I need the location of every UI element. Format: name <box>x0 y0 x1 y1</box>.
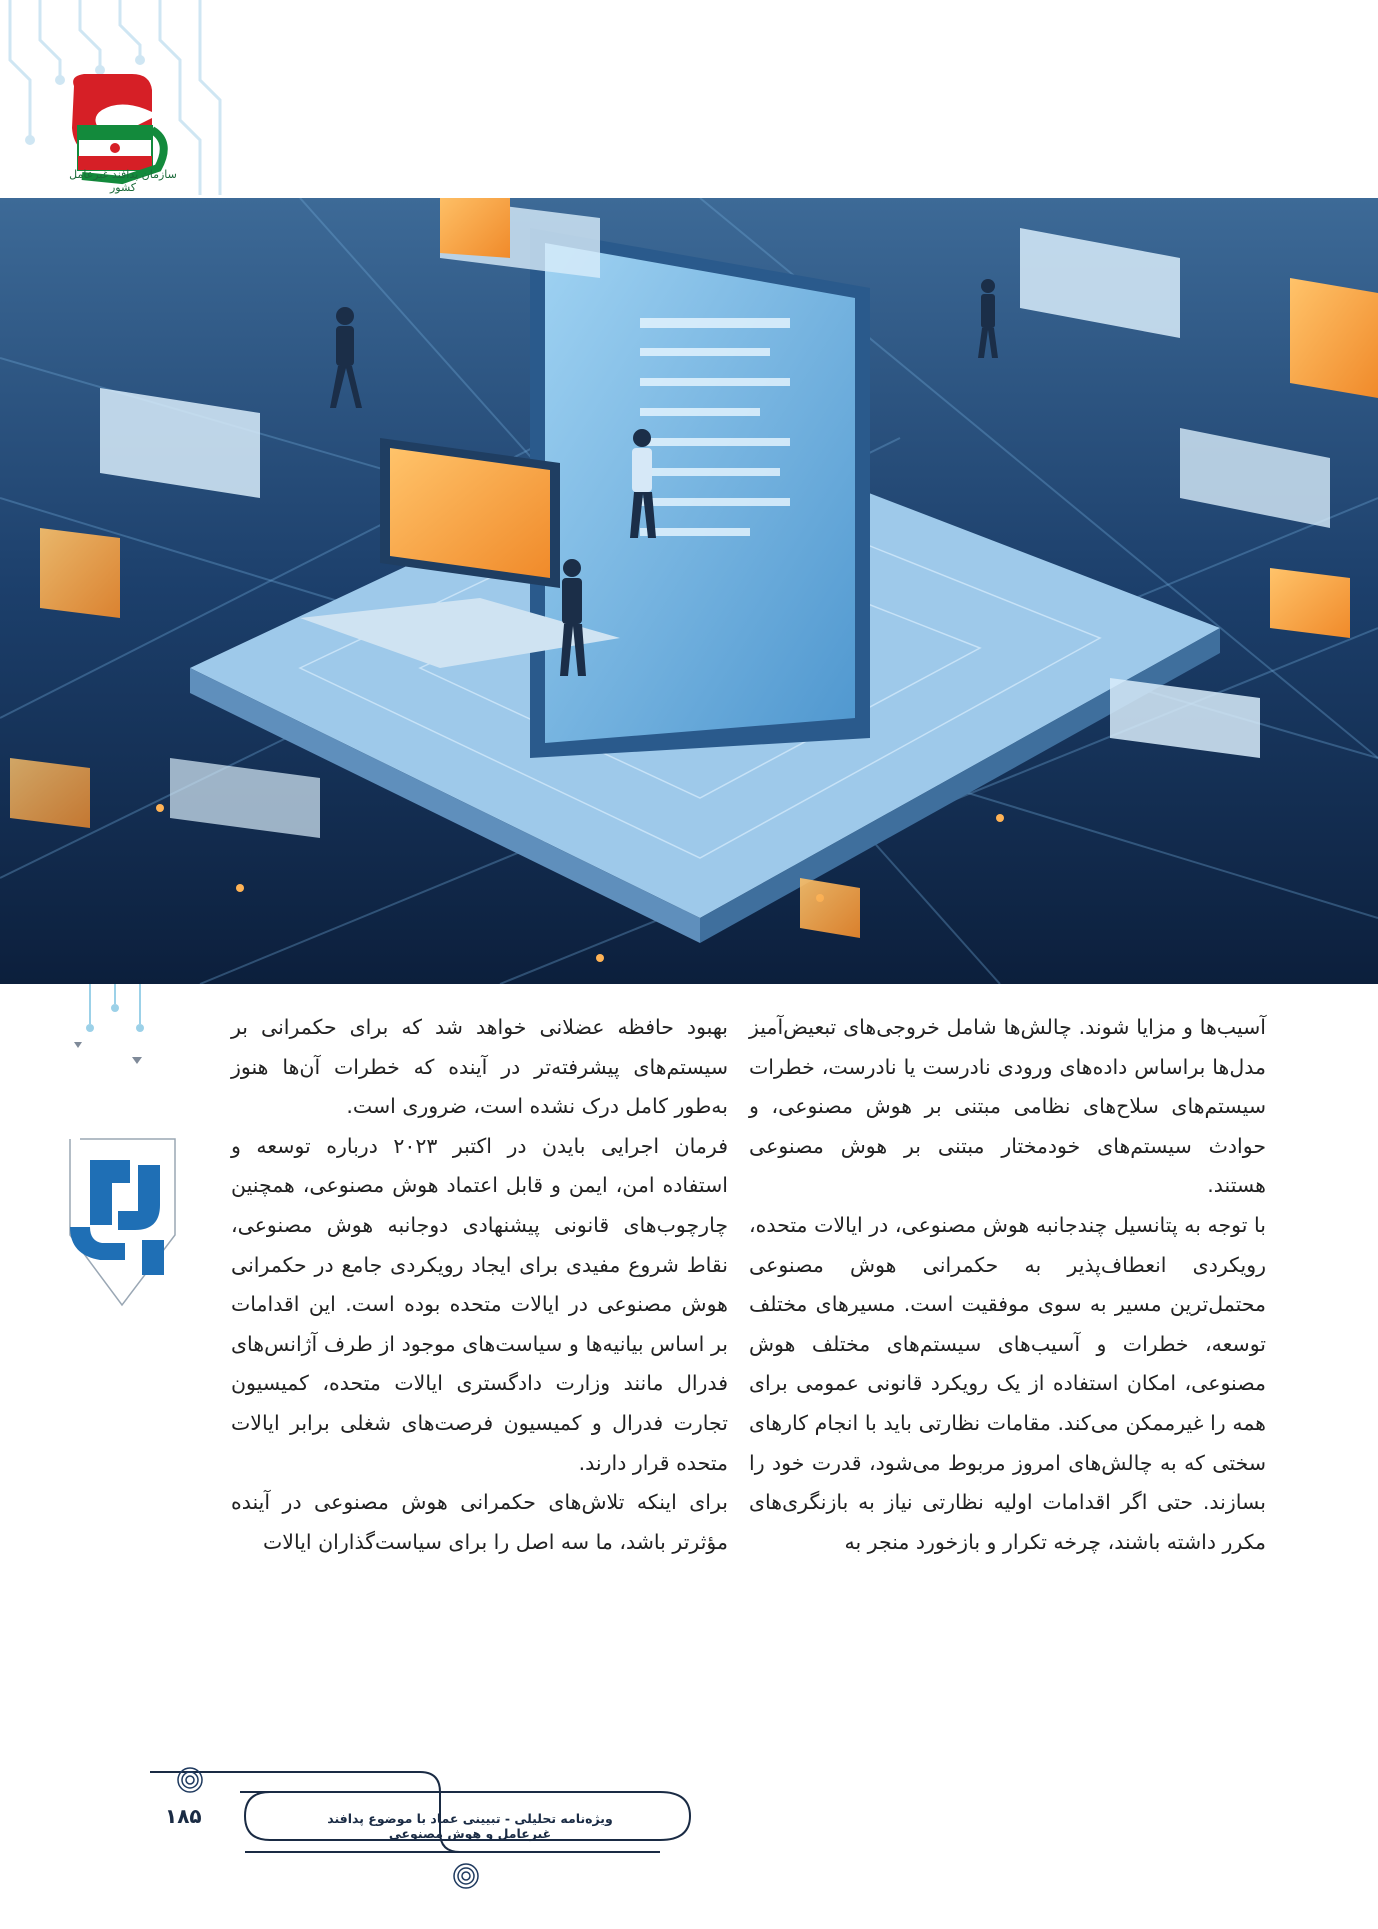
footer-decoration <box>0 1760 1378 1929</box>
page-number: ۱۸۵ <box>165 1804 202 1828</box>
emad-emblem <box>60 1135 185 1310</box>
dots-decoration <box>60 984 170 1064</box>
paragraph: بهبود حافظه عضلانی خواهد شد که برای حکمرانی بر سیستم‌های پیشرفته‌تر در آینده که خطرات آن‌ها هنوز به‌طور کامل درک نشده است، ضروری است. <box>231 1015 728 1119</box>
article-column-left <box>231 1008 728 1562</box>
article-column-right <box>749 1008 1266 1562</box>
hero-illustration <box>0 198 1378 984</box>
paragraph: برای اینکه تلاش‌های حکمرانی هوش مصنوعی در آینده مؤثرتر باشد، ما سه اصل را برای سیاست‌گذاران ایالات <box>231 1490 728 1554</box>
footer-title: ویژه‌نامه تحلیلی - تبیینی عماد با موضوع پدافند غیرعامل و هوش مصنوعی <box>327 1811 613 1841</box>
paragraph: فرمان اجرایی بایدن در اکتبر ۲۰۲۳ درباره توسعه و استفاده امن، ایمن و قابل اعتماد هوش مصنوعی، همچنین چارچوب‌های قانونی پیشنهادی دوجانبه هوش مصنوعی، نقاط شروع مفیدی برای ایجاد رویکردی جامع در حکمرانی هوش مصنوعی در ایالات متحده بوده است. این اقدامات بر اساس بیانیه‌ها و سیاست‌های موجود از طرف آژانس‌های فدرال مانند وزارت دادگستری ایالات متحده، کمیسیون تجارت فدرال و کمیسیون فرصت‌های شغلی برابر ایالات متحده قرار دارند. <box>231 1133 728 1475</box>
paragraph: آسیب‌ها و مزایا شوند. چالش‌ها شامل خروجی‌های تبعیض‌آمیز مدل‌ها براساس داده‌های ورودی نادرست یا نادرست، خطرات سیستم‌های سلاح‌های نظامی مبتنی بر هوش مصنوعی، و حوادث سیستم‌های خودمختار مبتنی بر هوش مصنوعی هستند. <box>749 1015 1266 1198</box>
organization-caption: سازمان پدافند غیرعامل کشور <box>69 168 177 194</box>
paragraph: با توجه به پتانسیل چندجانبه هوش مصنوعی، در ایالات متحده، رویکردی انعطاف‌پذیر به حکمرانی هوش مصنوعی محتمل‌ترین مسیر به سوی موفقیت است. مسیرهای مختلف توسعه، خطرات و آسیب‌های سیستم‌های مختلف هوش مصنوعی، امکان استفاده از یک رویکرد قانونی عمومی برای همه را غیرممکن می‌کند. مقامات نظارتی باید با انجام کارهای سختی که به چالش‌های امروز مربوط می‌شود، قدرت خود را بسازند. حتی اگر اقدامات اولیه نظارتی نیاز به بازنگری‌های مکرر داشته باشند، چرخه تکرار و بازخورد منجر به <box>749 1212 1266 1554</box>
